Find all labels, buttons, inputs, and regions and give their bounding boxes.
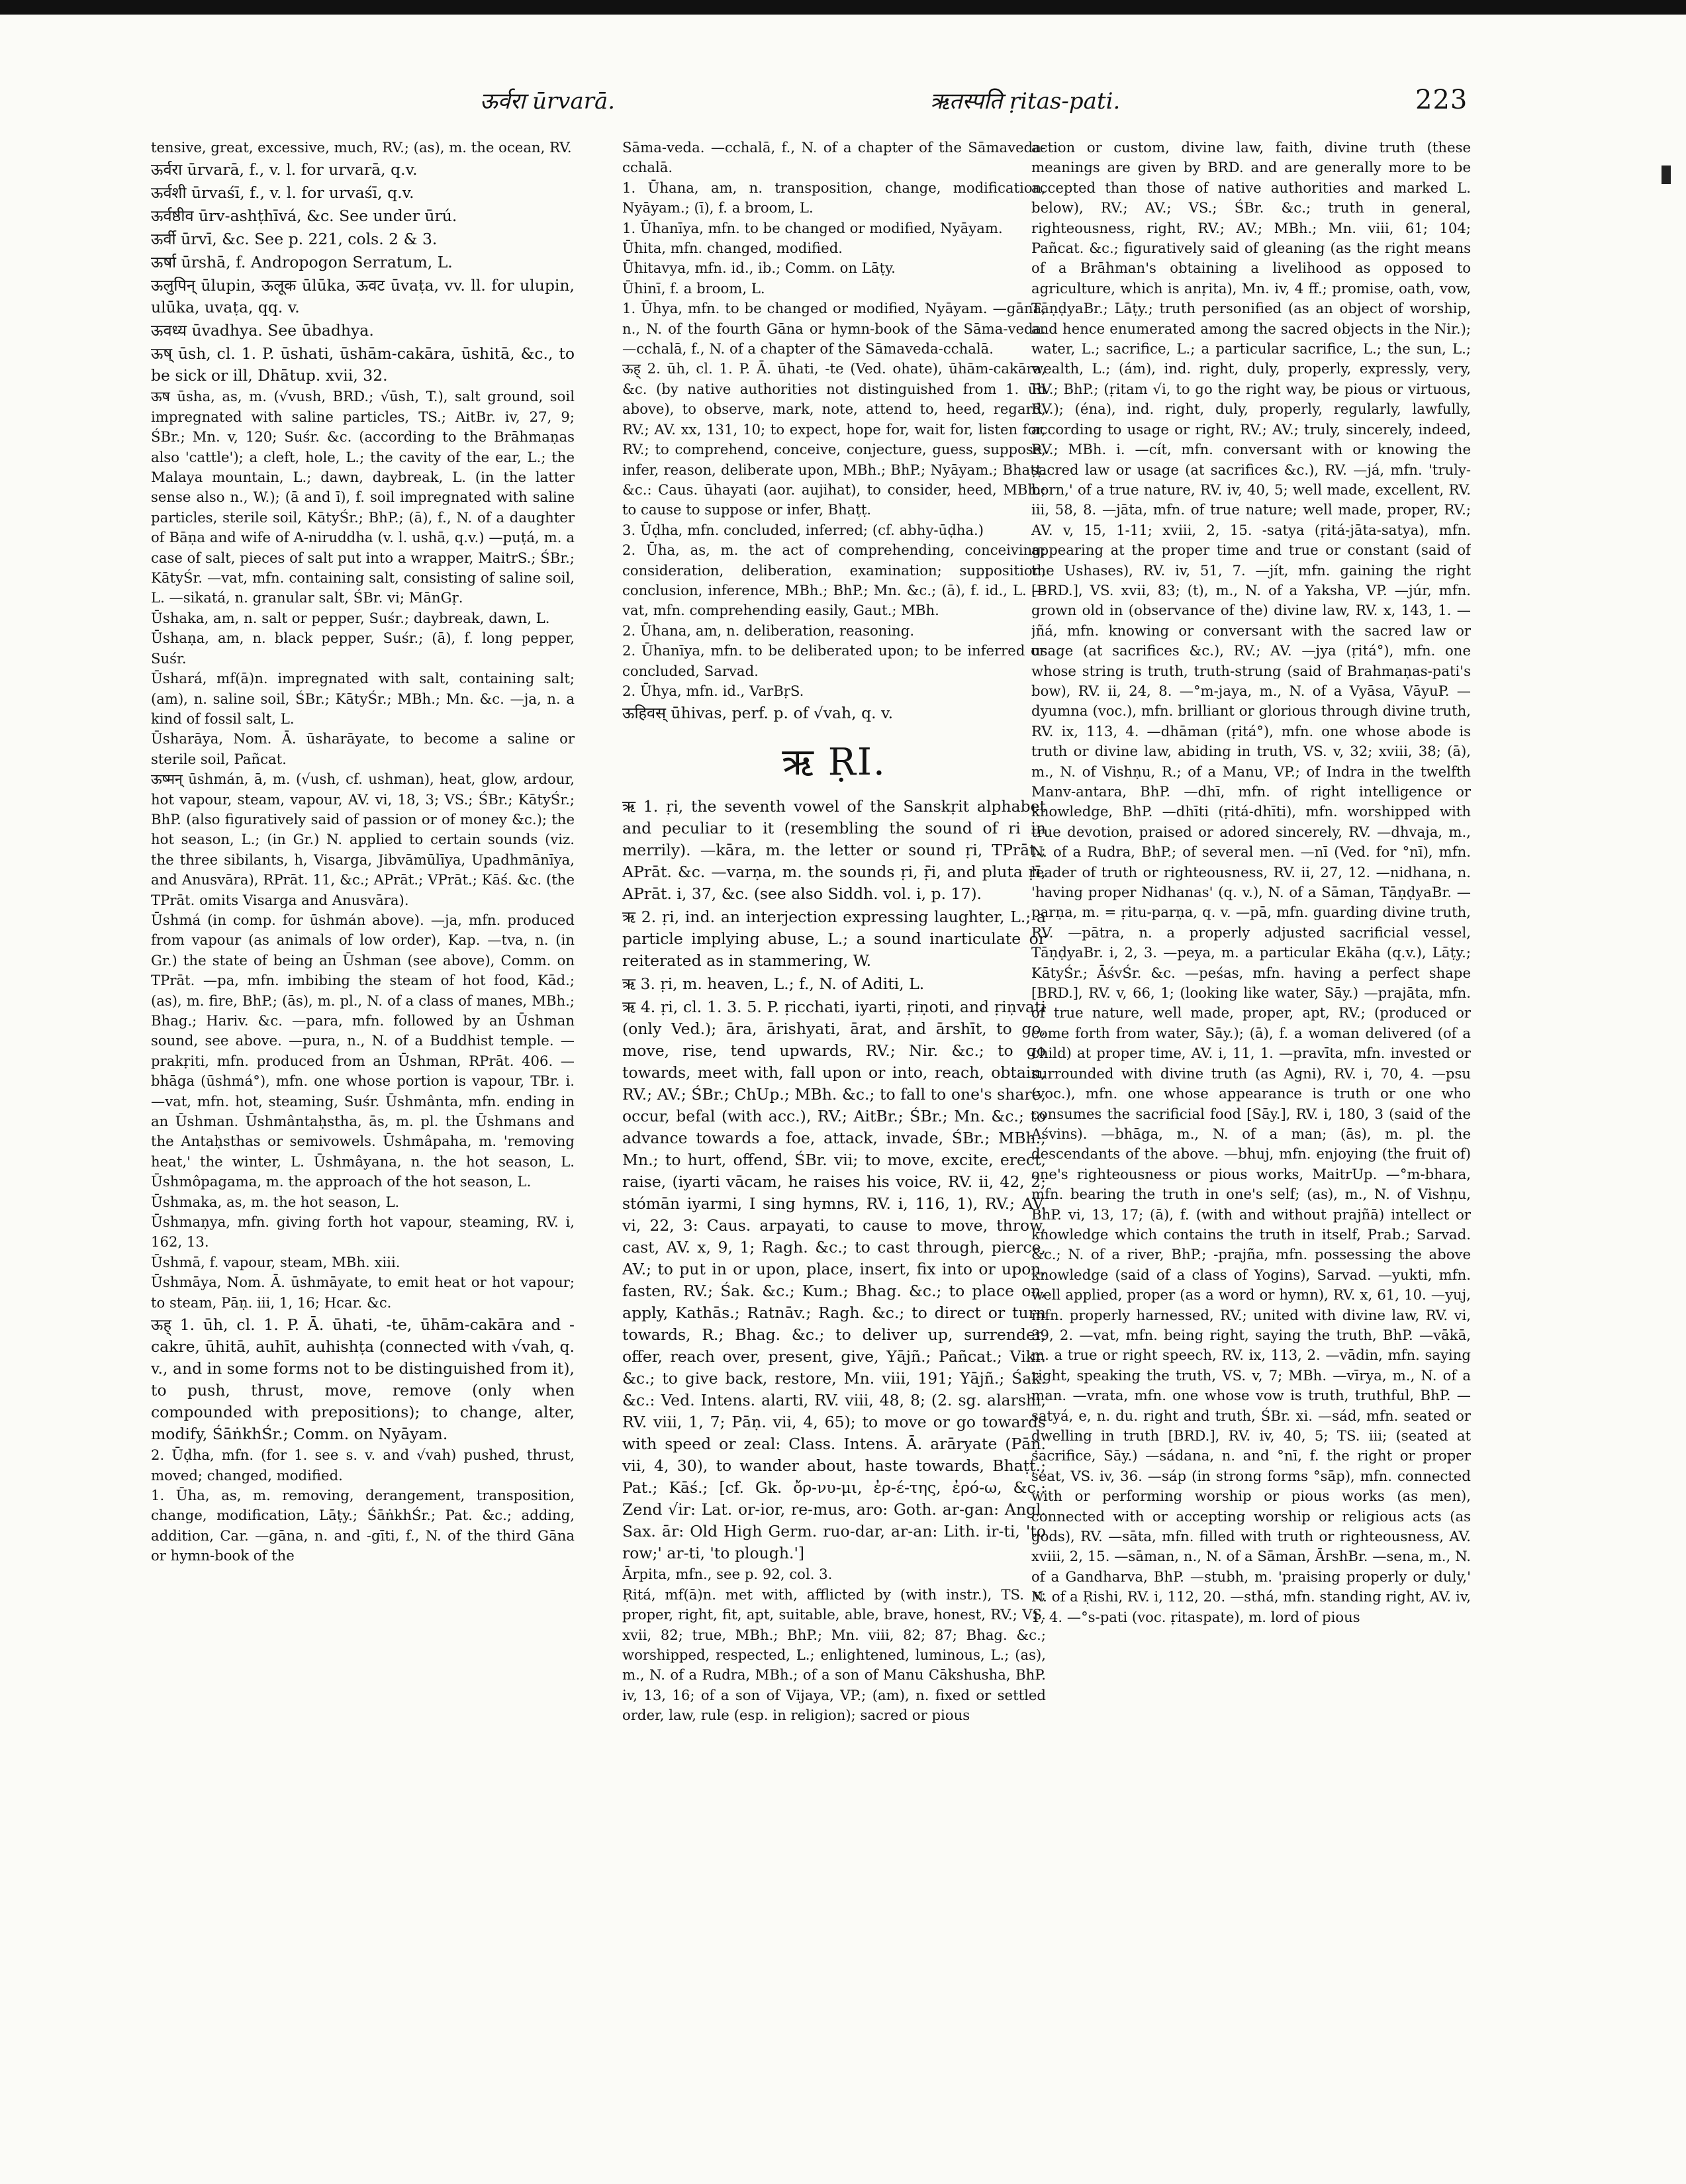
dictionary-entry: Ūshmāya, Nom. Ā. ūshmāyate, to emit heat or hot vapour; to steam, Pāṇ. iii, 1, 16; Hcar. &c. <box>151 1274 575 1311</box>
dictionary-entry: Ūshará, mf(ā)n. impregnated with salt, containing salt; (am), n. saline soil, ŚBr.; KātyŚr.; MBh.; Mn. &c. —ja, n. a kind of fossil salt, L. <box>151 670 575 727</box>
dictionary-entry: 1. Ūhya, mfn. to be changed or modified, Nyāyam. —gāna, n., N. of the fourth Gāna or hymn-book of the Sāma-veda. —cchalā, f., N. of a chapter of the Sāmaveda-cchalā. <box>622 300 1046 357</box>
dictionary-entry: ऊलुपिन् ūlupin, ऊलूक ūlūka, ऊवट ūvaṭa, vv. ll. for ulupin, ulūka, uvaṭa, qq. v. <box>151 276 575 317</box>
column-2 <box>622 138 1046 2157</box>
section-heading: ऋ ṚI. <box>782 741 886 784</box>
dictionary-entry: ऊवध्य ūvadhya. See ūbadhya. <box>151 321 374 340</box>
dictionary-entry: 2. Ūha, as, m. the act of comprehending, conceiving; consideration, deliberation, examination; supposition, conclusion, inference, MBh.; BhP.; Mn. &c.; (ā), f. id., L. —vat, mfn. comprehending easily, Gaut.; MBh. <box>622 542 1046 619</box>
dictionary-entry: ऋ 3. ṛi, m. heaven, L.; f., N. of Aditi, L. <box>622 974 925 994</box>
dictionary-entry: ऋ 1. ṛi, the seventh vowel of the Sanskṛit alphabet and peculiar to it (resembling the sound of ri in merrily). —kāra, m. the letter or sound ṛi, TPrāt.; APrāt. &c. —varṇa, m. the sounds ṛi, ṝi, and pluta ṛī, APrāt. i, 37, &c. (see also Siddh. vol. i, p. 17). <box>622 797 1046 904</box>
dictionary-entry: Ūsharāya, Nom. Ā. ūsharāyate, to become a saline or sterile soil, Pañcat. <box>151 730 575 767</box>
scan-edge-mark <box>1662 166 1671 184</box>
dictionary-entry: Ūshmaṇya, mfn. giving forth hot vapour, steaming, RV. i, 162, 13. <box>151 1213 575 1251</box>
dictionary-entry: 2. Ūhana, am, n. deliberation, reasoning. <box>622 622 915 639</box>
dictionary-entry: ऊहिवस् ūhivas, perf. p. of √vah, q. v. <box>622 704 894 723</box>
dictionary-entry: Ūhita, mfn. changed, modified. <box>622 240 843 257</box>
dictionary-entry: 2. Ūḍha, mfn. (for 1. see s. v. and √vah) pushed, thrust, moved; changed, modified. <box>151 1447 575 1484</box>
dictionary-entry: 1. Ūha, as, m. removing, derangement, transposition, change, modification, Lāṭy.; ŚāṅkhŚr.; Pat. &c.; adding, addition, Car. —gāna, n. and -gīti, f., N. of the third Gāna or hymn-book of the <box>151 1486 575 1564</box>
dictionary-entry: ऊष ūsha, as, m. (√vush, BRD.; √ūsh, T.), salt ground, soil impregnated with saline particles, TS.; AitBr. iv, 27, 9; ŚBr.; Mn. v, 120; Suśr. &c. (according to the Brāhmaṇas also 'cattle'); a cleft, hole, L.; the cavity of the ear, L.; the Malaya mountain, L.; dawn, daybreak, L. (in the latter sense also n., W.); (ā and ī), f. soil impregnated with saline particles, sterile soil, KātyŚr.; BhP.; (ā), f., N. of a daughter of Bāṇa and wife of A-niruddha (v. l. ushā, q.v.) —puṭá, m. a case of salt, pieces of salt put into a wrapper, MaitrS.; ŚBr.; KātyŚr. —vat, mfn. containing salt, consisting of saline soil, L. —sikatá, n. granular salt, ŚBr. vi; MānGṛ. <box>151 388 575 606</box>
dictionary-entry: ऊर्वी ūrvī, &c. See p. 221, cols. 2 & 3. <box>151 230 438 249</box>
dictionary-entry: 1. Ūhana, am, n. transposition, change, modification, Nyāyam.; (ī), f. a broom, L. <box>622 179 1046 216</box>
header-left-guideword: ऊर्वरा ūrvarā. <box>480 88 616 115</box>
dictionary-entry: ऊष् ūsh, cl. 1. P. ūshati, ūshām-cakāra, ūshitā, &c., to be sick or ill, Dhātup. xvii, 32. <box>151 344 575 385</box>
dictionary-entry: Ūhitavya, mfn. id., ib.; Comm. on Lāṭy. <box>622 260 896 277</box>
dictionary-entry: tensive, great, excessive, much, RV.; (as), m. the ocean, RV. <box>151 139 572 156</box>
dictionary-entry: Ūshaṇa, am, n. black pepper, Suśr.; (ā), f. long pepper, Suśr. <box>151 630 575 667</box>
dictionary-entry: Ṛitá, mf(ā)n. met with, afflicted by (with instr.), TS. v; proper, right, fit, apt, suitable, able, brave, honest, RV.; VS. xvii, 82; true, MBh.; BhP.; Mn. viii, 82; 87; Bhag. &c.; worshipped, respected, L.; enlightened, luminous, L.; (as), m., N. of a Rudra, MBh.; of a son of Manu Cākshusha, BhP. iv, 13, 16; of a son of Vijaya, VP.; (am), n. fixed or settled order, law, rule (esp. in religion); sacred or pious <box>622 1586 1046 1724</box>
dictionary-entry: ऊर्वशी ūrvaśī, f., v. l. for urvaśī, q.v. <box>151 183 414 203</box>
dictionary-entry: Sāma-veda. —cchalā, f., N. of a chapter of the Sāmaveda-cchalā. <box>622 139 1046 176</box>
dictionary-entry: Ūhinī, f. a broom, L. <box>622 279 765 297</box>
dictionary-entry: action or custom, divine law, faith, divine truth (these meanings are given by BRD. and are generally more to be accepted than those of native authorities and marked L. below), RV.; AV.; VS.; ŚBr. &c.; truth in general, righteousness, right, RV.; AV.; MBh.; Mn. viii, 61; 104; Pañcat. &c.; figuratively said of gleaning (as the right means of a Brāhman's obtaining a livelihood as opposed to agriculture, which is anṛita), Mn. iv, 4 ff.; promise, oath, vow, TāṇḍyaBr.; Lāṭy.; truth personified (as an object of worship, and hence enumerated among the sacred objects in the Nir.); water, L.; sacrifice, L.; a particular sacrifice, L.; the sun, L.; wealth, L.; (ám), ind. right, duly, properly, expressly, very, RV.; BhP.; (ṛitam √i, to go the right way, be pious or virtuous, RV.); (éna), ind. right, duly, properly, regularly, lawfully, according to usage or right, RV.; AV.; truly, sincerely, indeed, RV.; MBh. i. —cít, mfn. conversant with or knowing the sacred law or usage (at sacrifices &c.), RV. —já, mfn. 'truly-born,' of a true nature, RV. iv, 40, 5; well made, excellent, RV. iii, 58, 8. —jāta, mfn. of true nature; well made, proper, RV.; AV. v, 15, 1-11; xviii, 2, 15. -satya (ṛitá-jāta-satya), mfn. appearing at the proper time and true or constant (said of the Ushases), RV. iv, 51, 7. —jít, mfn. gaining the right [BRD.], VS. xvii, 83; (t), m., N. of a Yaksha, VP. —júr, mfn. grown old in (observance of the) divine law, RV. x, 143, 1. —jñá, mfn. knowing or conversant with the sacred law or usage (at sacrifices &c.), RV.; AV. —jya (ṛitá°), mfn. one whose string is truth, truth-strung (said of Brahmaṇas-pati's bow), RV. ii, 24, 8. —°m-jaya, m., N. of a Vyāsa, VāyuP. —dyumna (voc.), mfn. brilliant or glorious through divine truth, RV. ix, 113, 4. —dhāman (ṛitá°), mfn. one whose abode is truth or divine law, abiding in truth, VS. v, 32; xviii, 38; (ā), m., N. of Vishṇu, R.; of a Manu, VP.; of Indra in the twelfth Manv-antara, BhP. —dhī, mfn. of right intelligence or knowledge, BhP. —dhīti (ṛitá-dhīti), mfn. worshipped with true devotion, praised or adored sincerely, RV. —dhvaja, m., N. of a Rudra, BhP.; of several men. —nī (Ved. for °nī), mfn. leader of truth or righteousness, RV. ii, 27, 12. —nidhana, n. 'having proper Nidhanas' (q. v.), N. of a Sāman, TāṇḍyaBr. —parṇa, m. = ṛitu-parṇa, q. v. —pā, mfn. guarding divine truth, RV. —pātra, n. a properly adjusted sacrificial vessel, TāṇḍyaBr. i, 2, 3. —peya, m. a particular Ekāha (q.v.), Lāṭy.; KātyŚr.; ĀśvŚr. &c. —peśas, mfn. having a perfect shape [BRD.], RV. v, 66, 1; (looking like water, Sāy.) —prajāta, mfn. of true nature, well made, proper, apt, RV.; (produced or come forth from water, Sāy.); (ā), f. a woman delivered (of a child) at proper time, AV. i, 11, 1. —pravīta, mfn. invested or surrounded with divine truth (as Agni), RV. i, 70, 4. —psu (voc.), mfn. one whose appearance is truth or one who consumes the sacrificial food [Sāy.], RV. i, 180, 3 (said of the Aśvins). —bhāga, m., N. of a man; (ās), m. pl. the descendants of the above. —bhuj, mfn. enjoying (the fruit of) one's righteousness or pious works, MaitrUp. —°m-bhara, mfn. bearing the truth in one's self; (as), m., N. of Vishṇu, BhP. vi, 13, 17; (ā), f. (with and without prajñā) intellect or knowledge which contains the truth in itself, Prab.; Sarvad. &c.; N. of a river, BhP.; -prajña, mfn. possessing the above knowledge (said of a class of Yogins), Sarvad. —yukti, mfn. well applied, proper (as a word or hymn), RV. x, 61, 10. —yuj, mfn. properly harnessed, RV.; united with divine law, RV. vi, 39, 2. —vat, mfn. being right, saying the truth, BhP. —vākā, m. a true or right speech, RV. ix, 113, 2. —vādin, mfn. saying right, speaking the truth, VS. v, 7; MBh. —vīrya, m., N. of a man. —vrata, mfn. one whose vow is truth, truthful, BhP. —satyá, e, n. du. right and truth, ŚBr. xi. —sád, mfn. seated or dwelling in truth [BRD.], RV. iv, 40, 5; TS. iii; (seated at sacrifice, Sāy.) —sádana, n. and °nī, f. the right or proper seat, VS. iv, 36. —sáp (in strong forms °sāp), mfn. connected with or performing worship or pious works (as men), connected with or accepting worship or religious acts (as gods), RV. —sāta, mfn. filled with truth or righteousness, AV. xviii, 2, 15. —sāman, n., N. of a Sāman, ĀrshBr. —sena, m., N. of a Gandharva, BhP. —stubh, m. 'praising properly or duly,' N. of a Ṛishi, RV. i, 112, 20. —sthá, mfn. standing right, AV. iv, 1, 4. —°s-pati (voc. ṛitaspate), m. lord of pious <box>1031 139 1471 1625</box>
dictionary-entry: Ūshmaka, as, m. the hot season, L. <box>151 1193 400 1210</box>
dictionary-entry: ऊह् 1. ūh, cl. 1. P. Ā. ūhati, -te, ūhām-cakāra and -cakre, ūhitā, auhīt, auhishṭa (connected with √vah, q. v., and in some forms not to be distinguished from it), to push, thrust, move, remove (only when compounded with prepositions); to change, alter, modify, ŚāṅkhŚr.; Comm. on Nyāyam. <box>151 1315 575 1444</box>
dictionary-entry: 1. Ūhanīya, mfn. to be changed or modified, Nyāyam. <box>622 219 1003 236</box>
dictionary-entry: Ūshmá (in comp. for ūshmán above). —ja, mfn. produced from vapour (as animals of low order), Kap. —tva, n. (in Gr.) the state of being an Ūshman (see above), Comm. on TPrāt. —pa, mfn. imbibing the steam of hot food, Kād.; (as), m. fire, BhP.; (ās), m. pl., N. of a class of manes, MBh.; Bhag.; Hariv. &c. —para, mfn. followed by an Ūshman sound, see above. —pura, n., N. of a Buddhist temple. —prakṛiti, mfn. produced from an Ūshman, RPrāt. 406. —bhāga (ūshmá°), mfn. one whose portion is vapour, TBr. i. —vat, mfn. hot, steaming, Suśr. Ūshmânta, mfn. ending in an Ūshman. Ūshmântaḥstha, ās, m. pl. the Ūshmans and the Antaḥsthas or semivowels. Ūshmâpaha, m. 'removing heat,' the winter, L. Ūshmâyana, n. the hot season, L. Ūshmôpagama, m. the approach of the hot season, L. <box>151 911 575 1190</box>
dictionary-entry: ऋ 2. ṛi, ind. an interjection expressing laughter, L.; a particle implying abuse, L.; a sound inarticulate or reiterated as in stammering, W. <box>622 908 1046 971</box>
dictionary-entry: Ūshmā, f. vapour, steam, MBh. xiii. <box>151 1253 400 1270</box>
dictionary-entry: Ūshaka, am, n. salt or pepper, Suśr.; daybreak, dawn, L. <box>151 609 550 626</box>
dictionary-entry: Ārpita, mfn., see p. 92, col. 3. <box>622 1566 833 1583</box>
dictionary-entry: ऊर्वरा ūrvarā, f., v. l. for urvarā, q.v. <box>151 160 418 179</box>
dictionary-entry: ऊर्वष्ठीव ūrv-ashṭhīvá, &c. See under ūrú. <box>151 207 457 226</box>
column-1 <box>151 138 575 2157</box>
scan-top-edge <box>0 0 1686 15</box>
dictionary-entry: 2. Ūhya, mfn. id., VarBṛS. <box>622 682 804 699</box>
page-number: 223 <box>1415 85 1468 115</box>
column-3 <box>1031 138 1471 2157</box>
dictionary-entry: ऋ 4. ṛi, cl. 1. 3. 5. P. ṛicchati, iyarti, ṛiṇoti, and ṛiṇvati (only Ved.); āra, ārishyati, ārat, and ārshīt, to go, move, rise, tend upwards, RV.; Nir. &c.; to go towards, meet with, fall upon or into, reach, obtain, RV.; AV.; ŚBr.; ChUp.; MBh. &c.; to fall to one's share, occur, befal (with acc.), RV.; AitBr.; ŚBr.; Mn. &c.; to advance towards a foe, attack, invade, ŚBr.; MBh.; Mn.; to hurt, offend, ŚBr. vii; to move, excite, erect, raise, (iyarti vācam, he raises his voice, RV. ii, 42, 2; stómān iyarmi, I sing hymns, RV. i, 116, 1), RV.; AV. vi, 22, 3: Caus. arpayati, to cause to move, throw, cast, AV. x, 9, 1; Ragh. &c.; to cast through, pierce, AV.; to put in or upon, place, insert, fix into or upon, fasten, RV.; Śak. &c.; Kum.; Bhag. &c.; to place on, apply, Kathās.; Ratnāv.; Ragh. &c.; to direct or turn towards, R.; Bhag. &c.; to deliver up, surrender, offer, reach over, present, give, Yājñ.; Pañcat.; Vikr. &c.; to give back, restore, Mn. viii, 191; Yājñ.; Śak. &c.: Ved. Intens. alarti, RV. viii, 48, 8; (2. sg. alarshi, RV. viii, 1, 7; Pāṇ. vii, 4, 65); to move or go towards with speed or zeal: Class. Intens. Ā. arāryate (Pāṇ. vii, 4, 30), to wander about, haste towards, Bhaṭṭ.; Pat.; Kāś.; [cf. Gk. ὄρ-νυ-μι, ἐρ-έ-της, ἐρό-ω, &c.: Zend √ir: Lat. or-ior, re-mus, aro: Goth. ar-gan: Angl. Sax. ār: Old High Germ. ruo-dar, ar-an: Lith. ir-ti, 'to row;' ar-ti, 'to plough.'] <box>622 998 1046 1563</box>
page-header <box>0 85 1686 124</box>
header-middle-guideword: ऋतस्पति ṛitas-pati. <box>930 88 1121 115</box>
dictionary-entry: ऊर्षा ūrshā, f. Andropogon Serratum, L. <box>151 253 453 272</box>
dictionary-entry: ऊष्मन् ūshmán, ā, m. (√ush, cf. ushman), heat, glow, ardour, hot vapour, steam, vapour, AV. vi, 18, 3; VS.; ŚBr.; KātyŚr.; BhP. (also figuratively said of passion or of money &c.); the hot season, L.; (in Gr.) N. applied to certain sounds (viz. the three sibilants, h, Visarga, Jibvāmūlīya, Upadhmānīya, and Anusvāra), RPrāt. 11, &c.; APrāt.; VPrāt.; Kāś. &c. (the TPrāt. omits Visarga and Anusvāra). <box>151 771 575 908</box>
dictionary-entry: 2. Ūhanīya, mfn. to be deliberated upon; to be inferred or concluded, Sarvad. <box>622 642 1046 679</box>
dictionary-entry: 3. Ūḍha, mfn. concluded, inferred; (cf. abhy-ūḍha.) <box>622 521 984 538</box>
dictionary-entry: ऊह् 2. ūh, cl. 1. P. Ā. ūhati, -te (Ved. ohate), ūhām-cakāra, &c. (by native authorities not distinguished from 1. ūh above), to observe, mark, note, attend to, heed, regard, RV.; AV. xx, 131, 10; to expect, hope for, wait for, listen for, RV.; to comprehend, conceive, conjecture, guess, suppose, infer, reason, deliberate upon, MBh.; BhP.; Nyāyam.; Bhaṭṭ. &c.: Caus. ūhayati (aor. aujihat), to consider, heed, MBh.; to cause to suppose or infer, Bhaṭṭ. <box>622 360 1046 518</box>
